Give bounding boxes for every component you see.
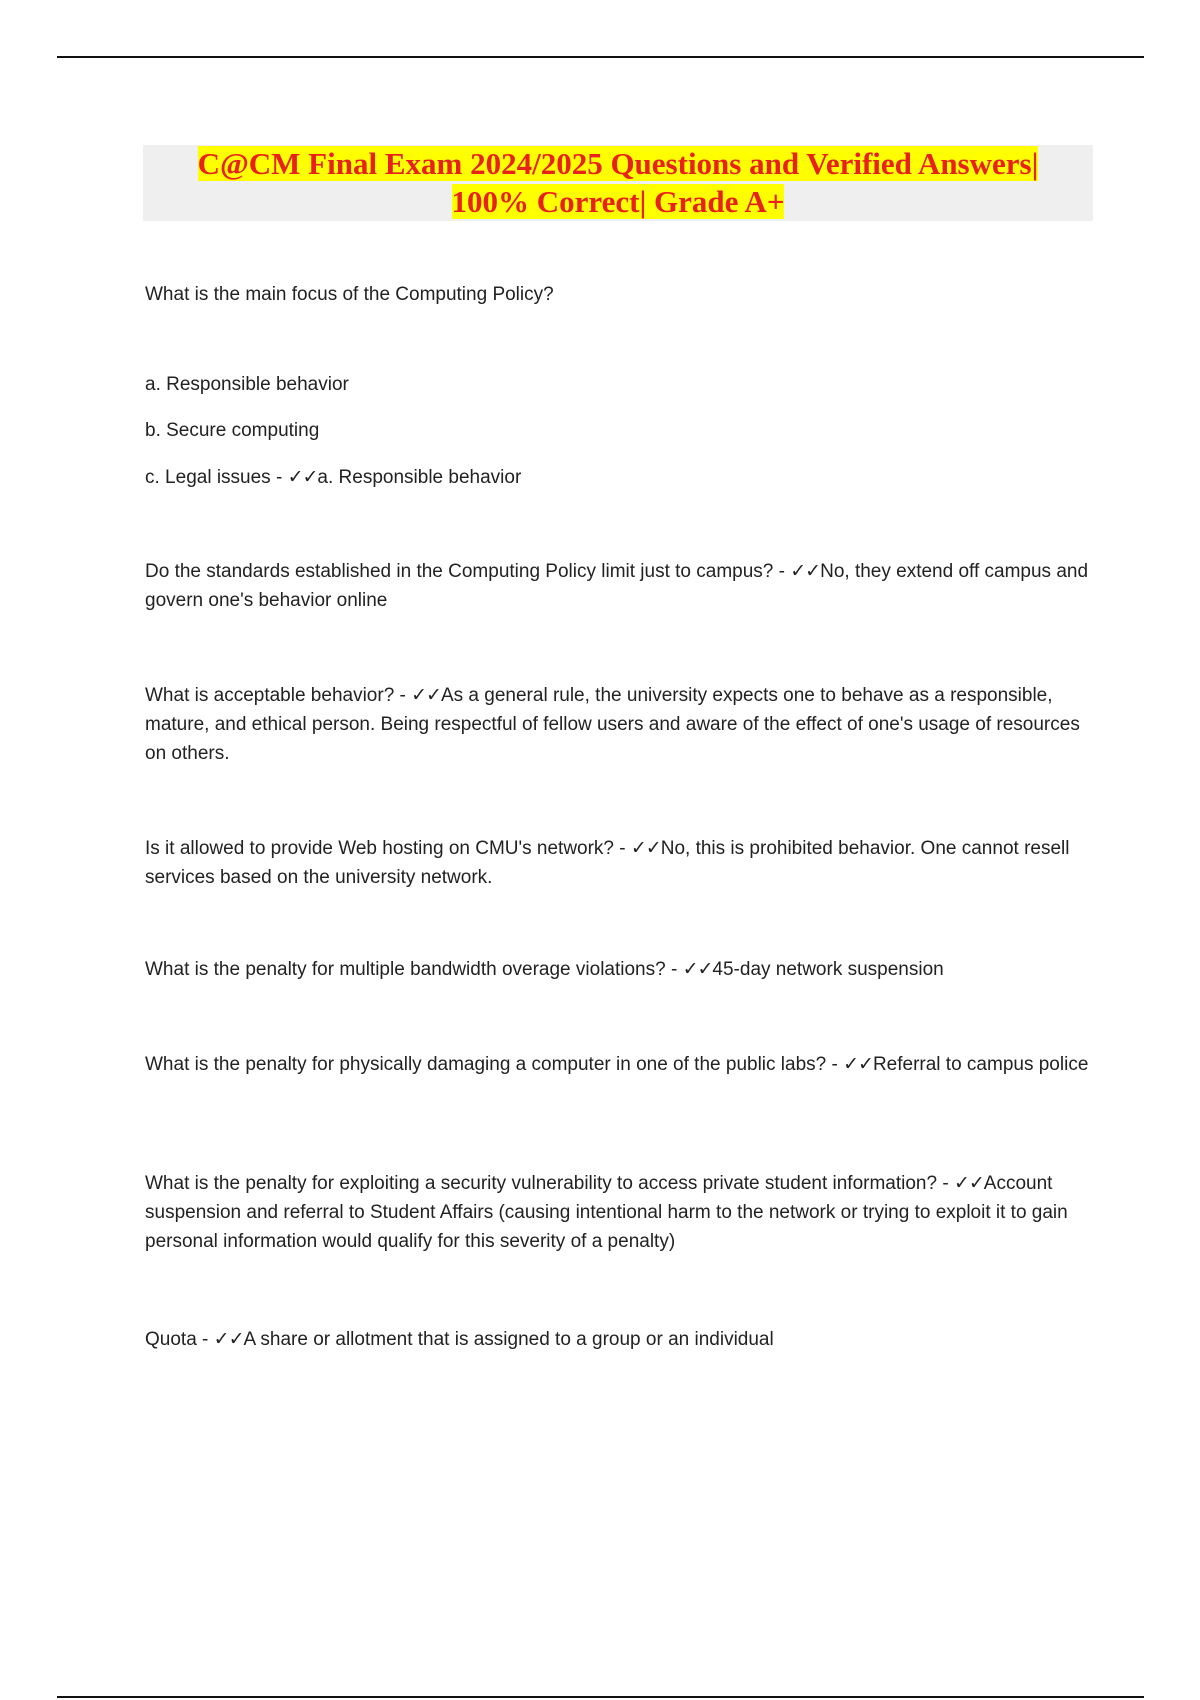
title-line-2: 100% Correct| Grade A+ bbox=[451, 184, 785, 219]
question-text: Do the standards established in the Computing Policy limit just to campus? - bbox=[145, 561, 791, 582]
option-c-text: c. Legal issues - bbox=[145, 467, 288, 488]
answer-text: No, they extend off campus and govern one's behavior online bbox=[145, 561, 1089, 611]
question-text: What is the penalty for multiple bandwidth overage violations? - bbox=[145, 959, 683, 980]
qa-item-6 bbox=[145, 1050, 1095, 1079]
check-mark-icon: ✓✓ bbox=[682, 959, 713, 980]
check-mark-icon: ✓✓ bbox=[411, 685, 441, 706]
qa-item-7 bbox=[145, 1169, 1095, 1256]
bottom-rule bbox=[57, 1696, 1144, 1698]
qa-item-3 bbox=[145, 681, 1095, 768]
qa-item-8 bbox=[145, 1325, 1095, 1354]
check-mark-icon: ✓✓ bbox=[843, 1054, 873, 1075]
question-text: What is the penalty for physically damaging a computer in one of the public labs? - bbox=[145, 1054, 844, 1075]
question-text: Is it allowed to provide Web hosting on CMU's network? - bbox=[145, 838, 631, 859]
check-mark-icon: ✓✓ bbox=[790, 561, 821, 582]
question-1-option-c bbox=[145, 463, 1095, 492]
check-mark-icon: ✓✓ bbox=[630, 838, 661, 859]
check-mark-icon: ✓✓ bbox=[287, 467, 318, 488]
question-text: What is acceptable behavior? - bbox=[145, 685, 412, 706]
answer-text: As a general rule, the university expects one to behave as a responsible, mature, and ethical person. Being respectful of fellow users and aware of the effect of one's usage of resources on others. bbox=[145, 685, 1080, 764]
answer-text: No, this is prohibited behavior. One cannot resell services based on the university network. bbox=[145, 838, 1070, 888]
question-1-option-a: a. Responsible behavior bbox=[145, 374, 349, 395]
answer-text: Account suspension and referral to Student Affairs (causing intentional harm to the network or trying to exploit it to gain personal information would qualify for this severity of a penalty) bbox=[145, 1173, 1068, 1252]
qa-item-5 bbox=[145, 955, 1095, 984]
qa-item-4 bbox=[145, 834, 1095, 892]
answer-text: 45-day network suspension bbox=[712, 959, 944, 980]
question-text: Quota - bbox=[145, 1329, 214, 1350]
check-mark-icon: ✓✓ bbox=[213, 1329, 244, 1350]
check-mark-icon: ✓✓ bbox=[953, 1173, 984, 1194]
answer-text: A share or allotment that is assigned to a group or an individual bbox=[243, 1329, 774, 1350]
document-title bbox=[143, 145, 1093, 221]
answer-text: Referral to campus police bbox=[872, 1054, 1089, 1075]
question-1: What is the main focus of the Computing Policy? bbox=[145, 284, 554, 305]
answer-1: a. Responsible behavior bbox=[317, 467, 522, 488]
qa-item-2 bbox=[145, 557, 1095, 615]
question-text: What is the penalty for exploiting a security vulnerability to access private student information? - bbox=[145, 1173, 954, 1194]
question-1-option-b: b. Secure computing bbox=[145, 420, 320, 441]
top-rule bbox=[57, 56, 1144, 58]
title-line-1: C@CM Final Exam 2024/2025 Questions and Verified Answers| bbox=[197, 146, 1039, 181]
